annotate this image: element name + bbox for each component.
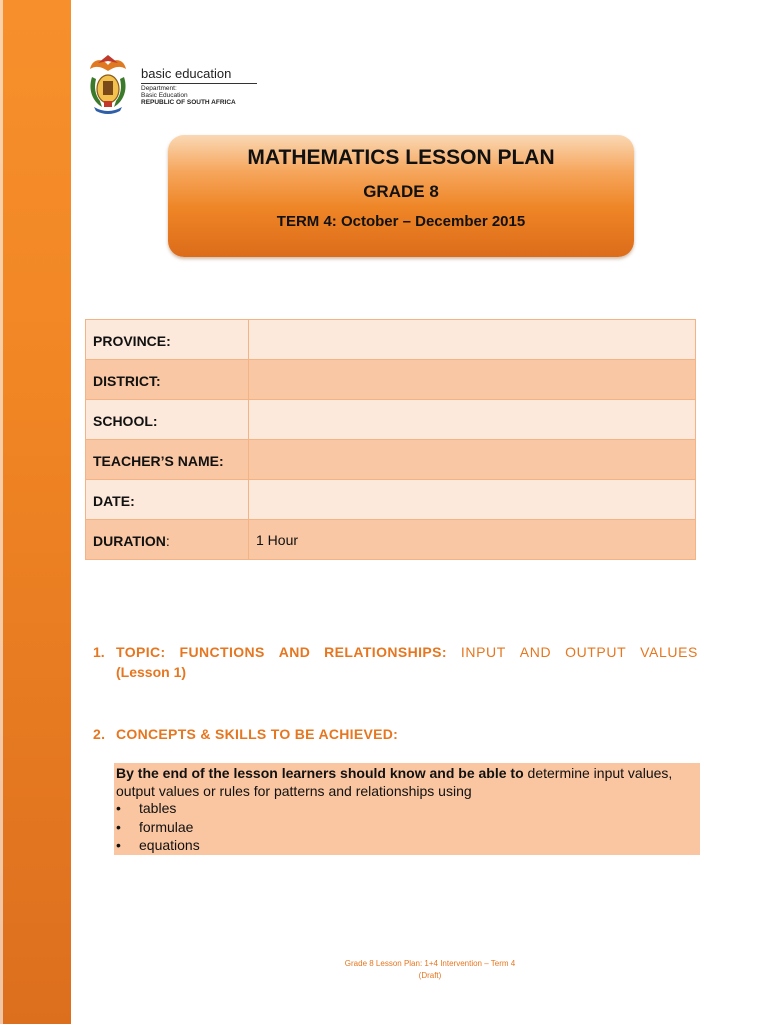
topic-word: TOPIC:: [116, 644, 166, 660]
list-item: [114, 818, 200, 837]
logo-title: basic education: [141, 66, 232, 81]
topic-subject-word: VALUES: [640, 644, 698, 660]
school-value: [249, 400, 696, 440]
table-row: [86, 520, 696, 560]
coat-of-arms-icon: [84, 55, 132, 115]
bullet-icon: •: [116, 818, 121, 835]
topic-heading-line: [116, 642, 698, 662]
table-row: [86, 400, 696, 440]
page-footer: [300, 958, 560, 982]
concepts-heading-text: CONCEPTS & SKILLS TO BE ACHIEVED:: [116, 726, 399, 742]
district-value: [249, 360, 696, 400]
duration-value: 1 Hour: [249, 520, 696, 560]
concepts-heading: [93, 726, 398, 742]
topic-number: 1.: [93, 644, 105, 660]
table-row: [86, 360, 696, 400]
topic-word: FUNCTIONS: [179, 644, 265, 660]
duration-label-cell: [86, 520, 249, 560]
district-label: DISTRICT:: [86, 360, 249, 400]
province-value: [249, 320, 696, 360]
topic-word: AND: [278, 644, 311, 660]
skills-box: [114, 763, 700, 855]
teacher-name-value: [249, 440, 696, 480]
date-value: [249, 480, 696, 520]
footer-draft-label: (Draft): [418, 971, 442, 980]
grade-heading: GRADE 8: [363, 182, 439, 201]
duration-label-colon: :: [165, 532, 170, 549]
logo-department-label: Department:: [141, 85, 177, 92]
department-logo: [84, 55, 264, 117]
skills-list: [114, 799, 200, 855]
province-label: PROVINCE:: [86, 320, 249, 360]
logo-department-name: Basic Education: [141, 92, 188, 99]
skill-item-label: formulae: [139, 818, 194, 835]
teacher-name-label: TEACHER’S NAME:: [86, 440, 249, 480]
table-row: [86, 320, 696, 360]
logo-divider: [141, 83, 257, 84]
term-heading: TERM 4: October – December 2015: [276, 213, 526, 230]
topic-word: RELATIONSHIPS:: [324, 644, 447, 660]
side-accent-bar: [0, 0, 71, 1024]
topic-lesson-number: (Lesson 1): [116, 664, 187, 680]
document-title: MATHEMATICS LESSON PLAN: [247, 146, 555, 169]
table-row: [86, 440, 696, 480]
date-label: DATE:: [86, 480, 249, 520]
school-label: SCHOOL:: [86, 400, 249, 440]
duration-label: DURATION: [93, 532, 166, 549]
lesson-plan-title-box: [168, 135, 634, 257]
logo-country: REPUBLIC OF SOUTH AFRICA: [141, 99, 236, 106]
topic-subject-word: OUTPUT: [565, 644, 627, 660]
bullet-icon: •: [116, 837, 121, 853]
topic-subject-word: AND: [519, 644, 552, 660]
skills-intro: By the end of the lesson learners should know and be able to: [116, 765, 524, 781]
skills-text: determine input values, output values or rules for patterns and relationships using: [116, 765, 673, 799]
lesson-details-table: [85, 319, 696, 560]
list-item: [114, 836, 200, 855]
skills-description: [116, 764, 700, 800]
concepts-number: 2.: [93, 726, 106, 742]
bullet-icon: •: [116, 800, 121, 816]
topic-subject-word: INPUT: [460, 644, 506, 660]
table-row: [86, 480, 696, 520]
footer-title: Grade 8 Lesson Plan: 1+4 Intervention – Term 4: [344, 959, 516, 968]
skill-item-label: equations: [139, 837, 200, 853]
skill-item-label: tables: [139, 800, 177, 816]
list-item: [114, 799, 200, 818]
